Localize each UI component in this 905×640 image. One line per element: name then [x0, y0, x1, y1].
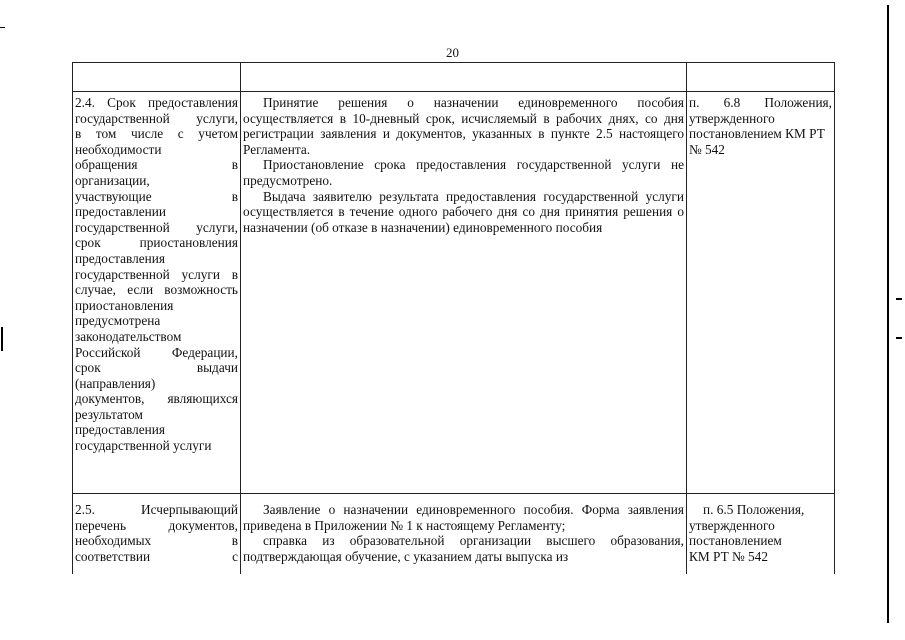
table-header-row [73, 63, 835, 92]
label-line: результатом [75, 406, 143, 422]
row-label-cell [73, 92, 241, 494]
content-paragraph: Выдача заявителю результата предоставления государственной услуги осуществляется в течение одного рабочего дня со дня принятия решения о назначении (об отказе в назначении) единовременного пособия [243, 188, 684, 235]
reference-line: утвержденного [689, 517, 775, 533]
content-paragraph: справка из образовательной организации высшего образования, подтверждающая обучение, с указанием даты выпуска из [243, 533, 684, 564]
reference-line: КМ РТ № 542 [689, 548, 768, 564]
label-line: предоставления [75, 250, 166, 266]
label-line: предусмотрена [75, 313, 161, 329]
header-cell-label [73, 63, 241, 92]
content-paragraph: Приостановление срока предоставления государственной услуги не предусмотрено. [243, 157, 684, 188]
scan-mark-right-tick-2 [896, 337, 902, 339]
label-line: 2.5. Исчерпывающий [75, 502, 238, 517]
table-row-2-4 [73, 92, 835, 494]
row-ref-cell [687, 494, 835, 575]
label-line: государственной услуги [75, 438, 212, 454]
label-line: приостановления [75, 297, 174, 313]
label-line: документов, являющихся [75, 391, 238, 407]
reference-line: постановлением [689, 533, 782, 549]
row-content-cell [241, 494, 687, 575]
label-line: в том числе с учетом [75, 126, 238, 142]
row-ref-cell [687, 92, 835, 494]
scan-mark-right-edge [887, 5, 889, 623]
regulation-table [72, 62, 835, 574]
scan-mark-right-tick-1 [896, 298, 902, 300]
label-line: обращения в [75, 157, 238, 173]
header-cell-content [241, 63, 687, 92]
label-line: Российской Федерации, [75, 344, 238, 360]
label-line: государственной услуги, [75, 110, 238, 126]
label-line: срок выдачи [75, 360, 238, 376]
label-line: государственной услуги, [75, 219, 238, 235]
table-row-2-5 [73, 494, 835, 575]
label-line: перечень документов, [75, 517, 238, 533]
reference-line: п. 6.8 Положения, [689, 95, 832, 110]
label-line: государственной услуги в [75, 266, 238, 282]
scan-mark-left-bar [1, 327, 3, 351]
label-line: необходимых в [75, 533, 238, 549]
label-line: срок приостановления [75, 235, 238, 251]
scan-mark-left-tick [0, 27, 5, 28]
label-line: законодательством [75, 328, 182, 344]
page-number: 20 [446, 45, 459, 60]
reference-line: постановлением КМ РТ [689, 126, 825, 142]
content-paragraph: Принятие решения о назначении единовременного пособия осуществляется в 10-дневный срок, исчисляемый в рабочих днях, со дня регистрации заявления и документов, указанных в пункте 2.5 настоящего Регламента. [243, 95, 684, 157]
reference-line: п. 6.5 Положения, [703, 502, 805, 517]
label-line: предоставления [75, 422, 166, 438]
reference-line: № 542 [689, 141, 725, 157]
label-line: соответствии с [75, 548, 238, 564]
row-label-cell [73, 494, 241, 575]
label-line: необходимости [75, 141, 162, 157]
header-cell-ref [687, 63, 835, 92]
label-line: участвующие в [75, 188, 238, 204]
content-paragraph: Заявление о назначении единовременного пособия. Форма заявления приведена в Приложении № 1 к настоящему Регламенту; [243, 502, 684, 533]
label-line: организации, [75, 172, 150, 188]
reference-line: утвержденного [689, 110, 775, 126]
label-line: случае, если возможность [75, 282, 238, 298]
label-line: (направления) [75, 375, 156, 391]
row-content-cell [241, 92, 687, 494]
label-line: предоставлении [75, 204, 167, 220]
label-line: 2.4. Срок предоставления [75, 95, 238, 110]
